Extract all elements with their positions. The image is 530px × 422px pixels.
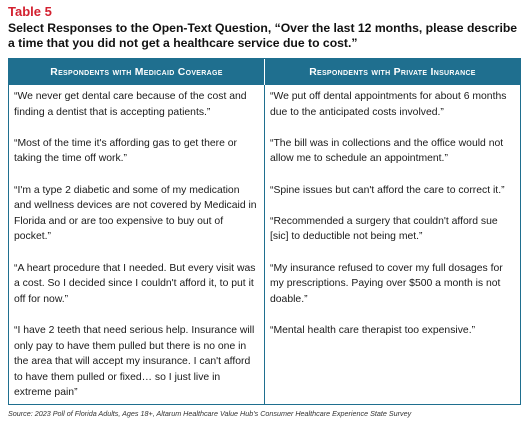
table-title: Select Responses to the Open-Text Question, “Over the last 12 months, please describe a time that you did not get a healthcare service due to cost.” (8, 21, 518, 50)
quote: “Spine issues but can't afford the care to correct it.” (270, 184, 505, 196)
quote: “I'm a type 2 diabetic and some of my medication and wellness devices are not covered by Medicaid in Florida and or are too expensive to buy out of pocket.” (14, 184, 257, 243)
source-note: Source: 2023 Poll of Florida Adults, Ages 18+, Altarum Healthcare Value Hub's Consumer Healthcare Experience State Survey (8, 409, 412, 418)
table-label: Table 5 (8, 4, 52, 19)
quote: “I have 2 teeth that need serious help. Insurance will only pay to have them pulled but there is no one in the area that will accept my insurance. I can't afford to have them pulled or fixed… so I just live in extreme pain” (14, 324, 255, 399)
responses-table (8, 58, 521, 405)
quote: “Recommended a surgery that couldn't afford sue [sic] to deductible not being met.” (270, 215, 498, 243)
quote: “Most of the time it's affording gas to get there or taking the time off work.” (14, 137, 237, 165)
table-header-row (9, 59, 520, 85)
table-body-row (9, 85, 520, 404)
private-insurance-column (264, 85, 520, 404)
medicaid-column (9, 85, 264, 404)
header-medicaid: Respondents with Medicaid Coverage (50, 66, 223, 78)
header-private-insurance: Respondents with Private Insurance (264, 59, 520, 85)
quote: “Mental health care therapist too expensive.” (270, 324, 476, 336)
quote: “The bill was in collections and the office would not allow me to schedule an appointment.” (270, 137, 504, 165)
quote: “My insurance refused to cover my full dosages for my prescriptions. Paying over $500 a month is not doable.” (270, 262, 503, 305)
quote: “We put off dental appointments for about 6 months due to the anticipated costs involved.” (270, 91, 507, 118)
quote: “We never get dental care because of the cost and finding a dentist that is accepting patients.” (14, 91, 247, 118)
quote: “A heart procedure that I needed. But every visit was a cost. So I decided since I couldn't afford it, to put it off for now.” (14, 262, 256, 305)
